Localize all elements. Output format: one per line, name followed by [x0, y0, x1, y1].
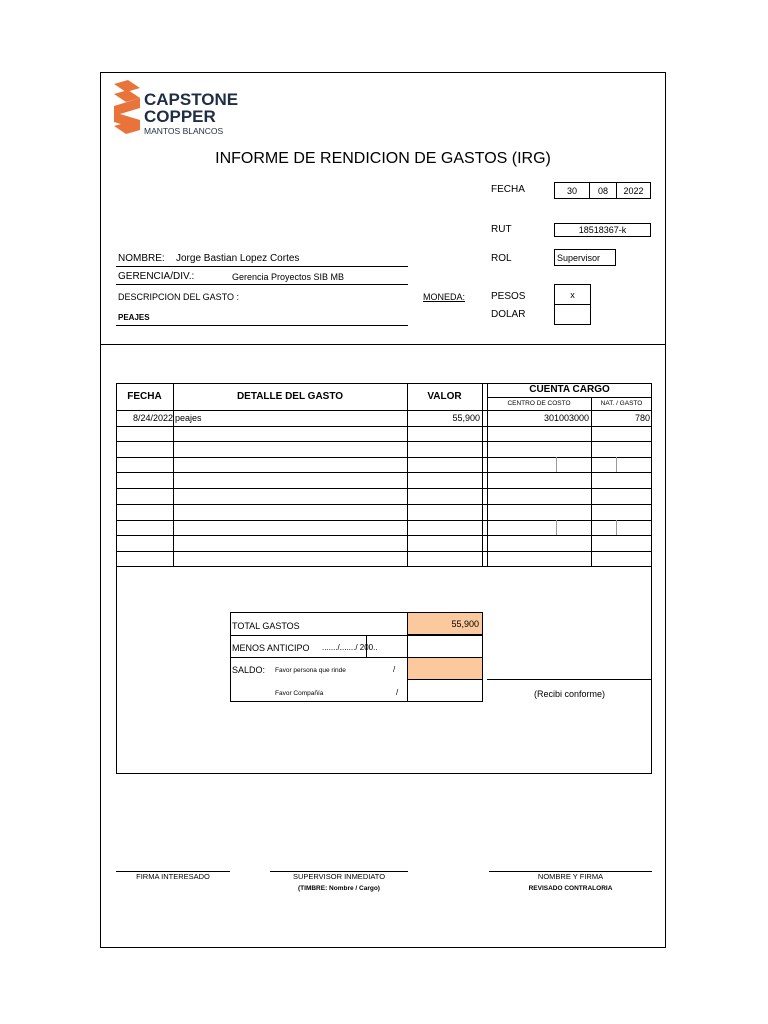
moneda-label: MONEDA: — [423, 292, 466, 302]
gerencia-underline — [116, 284, 408, 285]
saldo-slash-2: / — [396, 688, 399, 697]
saldo-persona-value — [407, 657, 483, 680]
section-divider — [100, 344, 666, 345]
nombre-label: NOMBRE: — [118, 253, 165, 264]
logo-line2: COPPER — [144, 107, 216, 126]
nombre-firma: NOMBRE Y FIRMA — [537, 872, 604, 881]
logo-line1: CAPSTONE — [144, 90, 239, 109]
row-line — [116, 535, 652, 536]
row-valor: 55,900 — [452, 413, 480, 423]
descripcion-label: DESCRIPCION DEL GASTO : — [118, 292, 240, 302]
favor-compania-label: Favor Compañía — [275, 690, 324, 697]
timbre-label: (TIMBRE: Nombre / Cargo) — [298, 885, 380, 892]
anticipo-value[interactable] — [407, 635, 483, 658]
fecha-label: FECHA — [491, 184, 525, 195]
fecha-day-field[interactable]: 30 — [554, 182, 590, 199]
row-line — [116, 472, 652, 473]
row-line — [116, 426, 652, 427]
subcell-divider — [556, 457, 557, 472]
supervisor-inmediato: SUPERVISOR INMEDIATO — [292, 872, 386, 881]
descripcion-value: PEAJES — [118, 313, 150, 322]
nombre-value: Jorge Bastian Lopez Cortes — [176, 253, 300, 264]
row-line — [116, 441, 652, 442]
logo-mark-icon — [114, 80, 142, 136]
recibi-line — [487, 679, 652, 680]
gerencia-label: GERENCIA/DIV.: — [118, 271, 195, 282]
rut-label: RUT — [491, 224, 512, 235]
row-centro: 301003000 — [543, 413, 589, 423]
col-header-detalle: DETALLE DEL GASTO — [236, 391, 344, 402]
row-line — [116, 488, 652, 489]
rol-field[interactable]: Supervisor — [554, 249, 616, 266]
subcell-divider — [616, 457, 617, 472]
rol-label: ROL — [491, 253, 512, 264]
col-header-nat: NAT. / GASTO — [600, 400, 643, 407]
gerencia-value: Gerencia Proyectos SIB MB — [232, 272, 345, 282]
cuenta-header-divider — [487, 397, 652, 398]
col-header-centro: CENTRO DE COSTO — [507, 400, 571, 407]
firma-interesado: FIRMA INTERESADO — [136, 872, 210, 881]
row-line — [116, 551, 652, 552]
col-header-valor: VALOR — [427, 391, 462, 402]
menos-anticipo-label: MENOS ANTICIPO — [232, 643, 310, 653]
anticipo-date: ......./......./ 200.. — [322, 643, 378, 652]
descripcion-underline — [116, 325, 408, 326]
subcell-divider — [556, 520, 557, 535]
revisado-contraloria: REVISADO CONTRALORIA — [528, 885, 613, 892]
saldo-label: SALDO: — [232, 665, 266, 675]
table-header-bottom — [116, 410, 652, 411]
saldo-slash-1: / — [393, 665, 396, 674]
fecha-year-field[interactable]: 2022 — [616, 182, 651, 199]
rut-field[interactable]: 18518367-k — [554, 223, 651, 237]
row-line — [116, 504, 652, 505]
col-header-cuenta: CUENTA CARGO — [529, 384, 610, 395]
row-fecha: 8/24/2022 — [132, 413, 173, 423]
page-title: INFORME DE RENDICION DE GASTOS (IRG) — [215, 150, 551, 167]
recibi-conforme: (Recibi conforme) — [533, 689, 606, 699]
row-detalle: peajes — [175, 413, 202, 423]
fecha-month-field[interactable]: 08 — [589, 182, 617, 199]
dolar-checkbox[interactable] — [554, 304, 591, 325]
logo-line3: MANTOS BLANCOS — [144, 126, 224, 136]
pesos-checkbox[interactable]: x — [554, 284, 591, 305]
dolar-label: DOLAR — [491, 309, 526, 320]
saldo-compania-value[interactable] — [407, 679, 483, 702]
row-line — [116, 457, 652, 458]
total-gastos-label: TOTAL GASTOS — [232, 621, 300, 631]
favor-persona-label: Favor persona que rinde — [275, 667, 346, 674]
table-body-bottom — [116, 566, 652, 567]
total-gastos-value: 55,900 — [407, 612, 483, 635]
subcell-divider — [616, 520, 617, 535]
nombre-underline — [116, 266, 408, 267]
row-line — [116, 520, 652, 521]
col-header-fecha: FECHA — [127, 391, 162, 402]
pesos-label: PESOS — [491, 291, 526, 302]
row-nat: 780 — [634, 413, 650, 423]
